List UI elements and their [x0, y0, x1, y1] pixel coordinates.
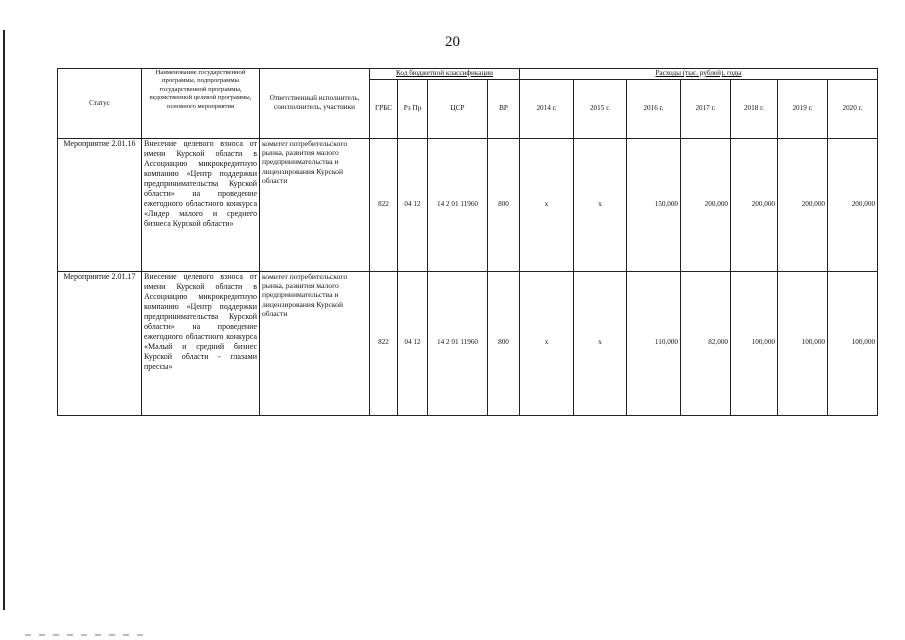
header-rzpr: Рз Пр — [398, 79, 428, 138]
row-value-2017: 200,000 — [681, 138, 731, 271]
row-responsible: комитет потребительского рынка, развития малого предпринимательства и лицензирования Курской области — [260, 138, 370, 271]
table-row — [58, 271, 878, 415]
left-margin-line — [3, 30, 5, 610]
row-value-2015: x — [574, 271, 627, 415]
row-grbs: 822 — [370, 271, 398, 415]
row-vr: 800 — [488, 138, 520, 271]
header-year-2016: 2016 г. — [627, 79, 681, 138]
row-value-2014: x — [520, 271, 574, 415]
page-number: 20 — [445, 34, 460, 50]
row-rzpr: 04 12 — [398, 271, 428, 415]
row-name: Внесение целевого взноса от имени Курской области в Ассоциацию микрокредитную компанию «Центр поддержки предпринимательства Курской области» на проведение ежегодного областного конкурса «Лидер малого и среднего бизнеса Курской области» — [142, 138, 260, 271]
row-csr: 14 2 01 11960 — [428, 138, 488, 271]
row-value-2018: 200,000 — [731, 138, 778, 271]
header-responsible: Ответственный исполнитель, соисполнитель, участники — [260, 69, 370, 139]
program-table — [57, 68, 878, 416]
row-value-2015: x — [574, 138, 627, 271]
row-grbs: 822 — [370, 138, 398, 271]
header-status: Статус — [58, 69, 142, 139]
row-value-2016: 150,000 — [627, 138, 681, 271]
row-value-2019: 200,000 — [778, 138, 828, 271]
row-value-2020: 200,000 — [828, 138, 878, 271]
row-responsible: комитет потребительского рынка, развития малого предпринимательства и лицензирования Курской области — [260, 271, 370, 415]
row-name: Внесение целевого взноса от имени Курской области в Ассоциацию микрокредитную компанию «Центр поддержки предпринимательства Курской области» на проведение ежегодного областного конкурса «Малый и средний бизнес Курской области - глазами прессы» — [142, 271, 260, 415]
header-year-2020: 2020 г. — [828, 79, 878, 138]
row-value-2016: 110,000 — [627, 271, 681, 415]
header-year-2017: 2017 г. — [681, 79, 731, 138]
scan-artifact-dots — [25, 634, 145, 636]
row-value-2017: 82,000 — [681, 271, 731, 415]
header-year-2015: 2015 г. — [574, 79, 627, 138]
header-name: Наименование государственной программы, подпрограммы государственной программы, ведомственной целевой программы, основного мероприятия — [142, 69, 260, 139]
header-year-2018: 2018 г. — [731, 79, 778, 138]
row-status: Мероприятие 2.01.17 — [58, 271, 142, 415]
header-vr: ВР — [488, 79, 520, 138]
table-row — [58, 138, 878, 271]
header-year-2019: 2019 г. — [778, 79, 828, 138]
row-value-2020: 100,000 — [828, 271, 878, 415]
row-value-2014: x — [520, 138, 574, 271]
row-rzpr: 04 12 — [398, 138, 428, 271]
header-grbs: ГРБС — [370, 79, 398, 138]
row-vr: 800 — [488, 271, 520, 415]
row-csr: 14 2 01 11960 — [428, 271, 488, 415]
header-csr: ЦСР — [428, 79, 488, 138]
header-year-2014: 2014 г. — [520, 79, 574, 138]
header-expenses: Расходы (тыс. рублей), годы — [520, 69, 878, 80]
row-status: Мероприятие 2.01.16 — [58, 138, 142, 271]
header-budget-classification: Код бюджетной классификации — [370, 69, 520, 80]
row-value-2019: 100,000 — [778, 271, 828, 415]
row-value-2018: 100,000 — [731, 271, 778, 415]
